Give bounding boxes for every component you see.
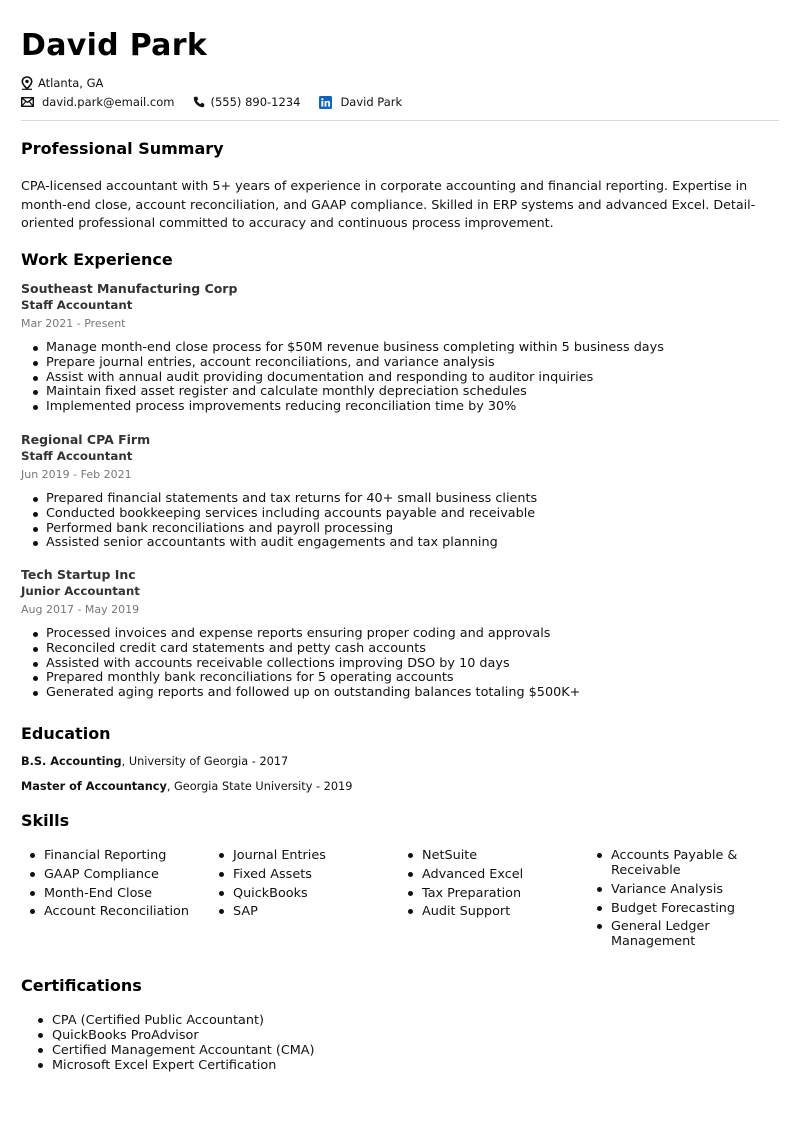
list-item: Implemented process improvements reducing reconciliation time by 30% <box>21 400 761 415</box>
location-text: Atlanta, GA <box>38 76 104 90</box>
certification-item: CPA (Certified Public Accountant) <box>21 1013 315 1028</box>
education-heading: Education <box>21 724 111 743</box>
summary-heading: Professional Summary <box>21 139 224 158</box>
skill-item: QuickBooks <box>210 886 390 901</box>
certifications-list <box>21 1013 315 1073</box>
header-divider <box>21 120 779 121</box>
certification-item: Certified Management Accountant (CMA) <box>21 1043 315 1058</box>
skill-item: Variance Analysis <box>588 882 738 897</box>
skills-column <box>21 848 201 923</box>
list-item: Assisted senior accountants with audit engagements and tax planning <box>21 536 761 551</box>
skill-item: Accounts Payable & Receivable <box>588 848 738 878</box>
phone-item[interactable] <box>193 95 300 109</box>
list-item: Prepared financial statements and tax returns for 40+ small business clients <box>21 492 761 507</box>
skill-item: NetSuite <box>399 848 579 863</box>
job-entry <box>21 431 761 551</box>
company-name: Regional CPA Firm <box>21 432 151 447</box>
email-link[interactable]: david.park@email.com <box>42 95 175 109</box>
job-dates: Aug 2017 - May 2019 <box>21 603 140 616</box>
list-item: Performed bank reconciliations and payroll processing <box>21 522 761 537</box>
job-title: Staff Accountant <box>21 298 133 312</box>
certifications-heading: Certifications <box>21 976 142 995</box>
skill-item: Fixed Assets <box>210 867 390 882</box>
list-item: Prepare journal entries, account reconciliations, and variance analysis <box>21 356 761 371</box>
list-item: Manage month-end close process for $50M revenue business completing within 5 business days <box>21 341 761 356</box>
skills-heading: Skills <box>21 811 70 830</box>
location-item <box>21 76 103 90</box>
list-item: Prepared monthly bank reconciliations for 5 operating accounts <box>21 671 761 686</box>
summary-text: CPA-licensed accountant with 5+ years of experience in corporate accounting and financial reporting. Expertise in month-end close, account reconciliation, and GAAP compliance. Skilled in ERP systems and advanced Excel. Detail-oriented professional committed to accuracy and continuous process improvement. <box>21 178 756 230</box>
job-bullets <box>21 341 761 415</box>
skills-column <box>399 848 579 923</box>
skill-item: Advanced Excel <box>399 867 579 882</box>
linkedin-link[interactable]: David Park <box>340 95 403 109</box>
skills-column <box>588 848 738 953</box>
job-title: Staff Accountant <box>21 449 133 463</box>
envelope-icon <box>21 97 34 107</box>
job-bullets <box>21 492 761 551</box>
skill-item: General Ledger Management <box>588 919 738 949</box>
job-entry <box>21 280 761 415</box>
job-dates: Mar 2021 - Present <box>21 317 126 330</box>
degree-name: Master of Accountancy <box>21 780 167 793</box>
education-entry <box>21 780 352 793</box>
job-entry <box>21 566 761 701</box>
skill-item: Month-End Close <box>21 886 201 901</box>
list-item: Reconciled credit card statements and petty cash accounts <box>21 642 761 657</box>
list-item: Assist with annual audit providing documentation and responding to auditor inquiries <box>21 371 761 386</box>
candidate-name: David Park <box>21 28 208 63</box>
skill-item: SAP <box>210 904 390 919</box>
education-entry <box>21 755 288 768</box>
skill-item: GAAP Compliance <box>21 867 201 882</box>
company-name: Southeast Manufacturing Corp <box>21 281 238 296</box>
job-dates: Jun 2019 - Feb 2021 <box>21 468 132 481</box>
degree-name: B.S. Accounting <box>21 755 122 768</box>
phone-text: (555) 890-1234 <box>210 95 301 109</box>
school-details: , Georgia State University - 2019 <box>166 780 353 793</box>
certification-item: QuickBooks ProAdvisor <box>21 1028 315 1043</box>
linkedin-item[interactable] <box>319 95 402 109</box>
list-item: Assisted with accounts receivable collections improving DSO by 10 days <box>21 657 761 672</box>
list-item: Conducted bookkeeping services including accounts payable and receivable <box>21 507 761 522</box>
contact-location-line <box>21 76 122 90</box>
skill-item: Financial Reporting <box>21 848 201 863</box>
job-title: Junior Accountant <box>21 584 140 598</box>
list-item: Maintain fixed asset register and calculate monthly depreciation schedules <box>21 385 761 400</box>
skill-item: Budget Forecasting <box>588 901 738 916</box>
skill-item: Audit Support <box>399 904 579 919</box>
certification-item: Microsoft Excel Expert Certification <box>21 1058 315 1073</box>
experience-heading: Work Experience <box>21 250 173 269</box>
company-name: Tech Startup Inc <box>21 567 136 582</box>
map-pin-icon <box>21 76 33 90</box>
email-item[interactable] <box>21 95 174 109</box>
job-bullets <box>21 627 761 701</box>
skill-item: Account Reconciliation <box>21 904 201 919</box>
linkedin-icon <box>319 96 332 109</box>
skill-item: Journal Entries <box>210 848 390 863</box>
phone-icon <box>193 96 205 108</box>
contact-line <box>21 95 421 109</box>
skills-column <box>210 848 390 923</box>
list-item: Processed invoices and expense reports ensuring proper coding and approvals <box>21 627 761 642</box>
school-details: , University of Georgia - 2017 <box>121 755 289 768</box>
skill-item: Tax Preparation <box>399 886 579 901</box>
list-item: Generated aging reports and followed up on outstanding balances totaling $500K+ <box>21 686 761 701</box>
